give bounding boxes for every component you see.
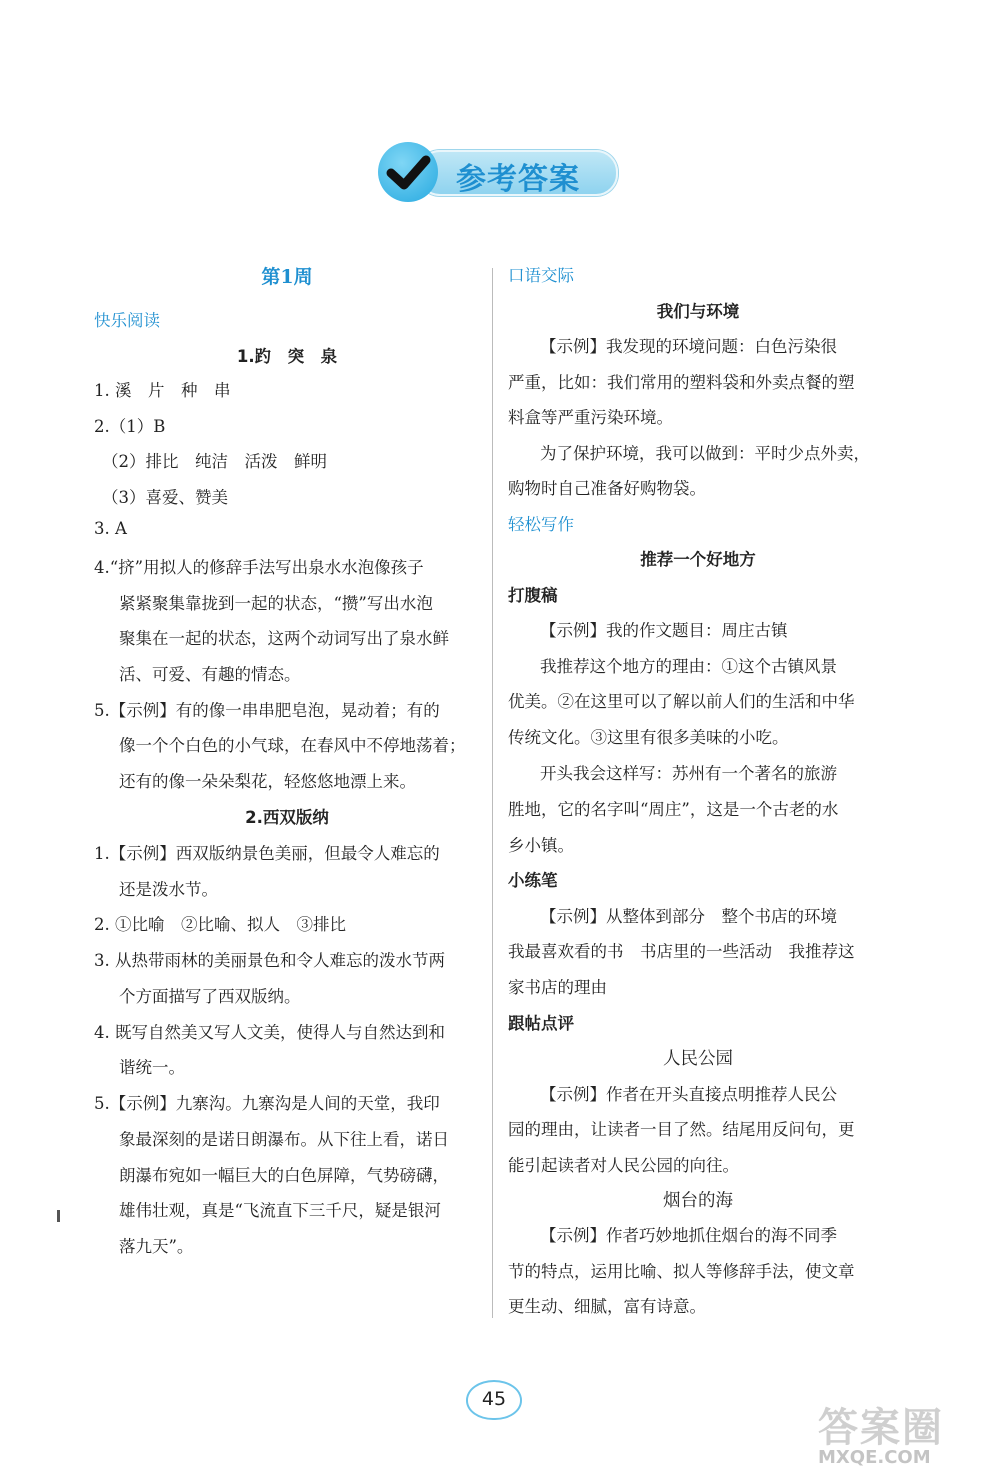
answer-line: 还有的像一朵朵梨花，轻悠悠地漂上来。 (119, 772, 416, 791)
review-label: 跟帖点评 (508, 1014, 574, 1033)
answer-line: 5.【示例】有的像一串串肥皂泡，晃动着；有的 (94, 701, 440, 720)
lesson1-title: 1.趵 突 泉 (236, 347, 338, 366)
practice-label: 小练笔 (508, 871, 558, 890)
review2-title: 烟台的海 (663, 1191, 733, 1211)
answer-line: 【示例】作者在开头直接点明推荐人民公 (540, 1085, 837, 1104)
answer-line: 乡小镇。 (508, 836, 574, 855)
review1-title: 人民公园 (663, 1049, 733, 1069)
answer-line: 优美。②在这里可以了解以前人们的生活和中华 (508, 692, 855, 711)
section-happy-reading: 快乐阅读 (94, 311, 160, 330)
answer-line: 朗瀑布宛如一幅巨大的白色屏障，气势磅礴， (119, 1166, 449, 1185)
margin-mark (57, 1210, 60, 1222)
answer-line: 2. ①比喻 ②比喻、拟人 ③排比 (94, 915, 346, 934)
answer-line: 【示例】我的作文题目：周庄古镇 (540, 621, 788, 640)
banner-circle (378, 142, 438, 202)
answer-line: 还是泼水节。 (119, 880, 218, 899)
section-oral: 口语交际 (508, 266, 574, 285)
week-title: 第1周 (261, 266, 313, 288)
oral-title: 我们与环境 (656, 302, 740, 321)
answer-line: 开头我会这样写：苏州有一个著名的旅游 (540, 764, 837, 783)
answer-line: 【示例】从整体到部分 整个书店的环境 (540, 907, 837, 926)
section-writing: 轻松写作 (508, 515, 574, 534)
answer-line: 聚集在一起的状态，这两个动词写出了泉水鲜 (119, 629, 449, 648)
answer-line: 落九天”。 (119, 1237, 194, 1256)
answer-line: 象最深刻的是诺日朗瀑布。从下往上看，诺日 (119, 1130, 449, 1149)
answer-line: 【示例】作者巧妙地抓住烟台的海不同季 (540, 1226, 837, 1245)
writing-title: 推荐一个好地方 (640, 550, 756, 569)
answer-line: 【示例】我发现的环境问题：白色污染很 (540, 337, 837, 356)
banner-title: 参考答案 (456, 162, 580, 197)
answer-line: （2）排比 纯洁 活泼 鲜明 (102, 452, 327, 471)
answer-line: 个方面描写了西双版纳。 (119, 987, 301, 1006)
answer-line: 严重，比如：我们常用的塑料袋和外卖点餐的塑 (508, 373, 855, 392)
answer-line: 我推荐这个地方的理由：①这个古镇风景 (540, 657, 837, 676)
answer-line: 像一个个白色的小气球，在春风中不停地荡着； (119, 736, 466, 755)
answer-line: 4.“挤”用拟人的修辞手法写出泉水水泡像孩子 (94, 558, 424, 577)
answer-line: 4. 既写自然美又写人文美，使得人与自然达到和 (94, 1023, 445, 1042)
column-divider (492, 268, 493, 1318)
answer-line: 家书店的理由 (508, 978, 607, 997)
draft-label: 打腹稿 (508, 586, 558, 605)
answer-line: 园的理由，让读者一目了然。结尾用反问句，更 (508, 1120, 855, 1139)
watermark (818, 1396, 944, 1468)
answer-line: 胜地，它的名字叫“周庄”，这是一个古老的水 (508, 800, 839, 819)
answer-line: 雄伟壮观，真是“飞流直下三千尺，疑是银河 (119, 1201, 441, 1220)
answer-line: （3）喜爱、赞美 (102, 488, 228, 507)
answer-line: 料盒等严重污染环境。 (508, 408, 673, 427)
lesson2-title: 2.西双版纳 (245, 808, 329, 827)
watermark-logo-text: 答案圈 (818, 1405, 944, 1451)
answer-line: 传统文化。③这里有很多美味的小吃。 (508, 728, 789, 747)
answer-line: 1.【示例】西双版纳景色美丽，但最令人难忘的 (94, 844, 440, 863)
answer-line: 能引起读者对人民公园的向往。 (508, 1156, 739, 1175)
answer-line: 购物时自己准备好购物袋。 (508, 479, 706, 498)
answer-line: 3. A (94, 519, 127, 538)
answer-line: 活、可爱、有趣的情态。 (119, 665, 301, 684)
answer-line: 谐统一。 (119, 1058, 185, 1077)
checkmark-icon (378, 142, 438, 202)
answer-line: 更生动、细腻，富有诗意。 (508, 1297, 706, 1316)
answer-line: 紧紧聚集靠拢到一起的状态，“攒”写出水泡 (119, 594, 433, 613)
answer-line: 我最喜欢看的书 书店里的一些活动 我推荐这 (508, 942, 855, 961)
answer-line: 3. 从热带雨林的美丽景色和令人难忘的泼水节两 (94, 951, 445, 970)
answer-banner (378, 142, 618, 202)
answer-line: 节的特点，运用比喻、拟人等修辞手法，使文章 (508, 1262, 855, 1281)
answer-line: 2.（1）B (94, 417, 166, 436)
answer-line: 为了保护环境，我可以做到：平时少点外卖， (540, 444, 870, 463)
watermark-url: MXQE.COM (818, 1447, 931, 1468)
answer-line: 5.【示例】九寨沟。九寨沟是人间的天堂，我印 (94, 1094, 440, 1113)
page-number-text: 45 (481, 1388, 507, 1410)
answer-line: 1. 溪 片 种 串 (94, 381, 231, 400)
page-number (466, 1380, 522, 1420)
